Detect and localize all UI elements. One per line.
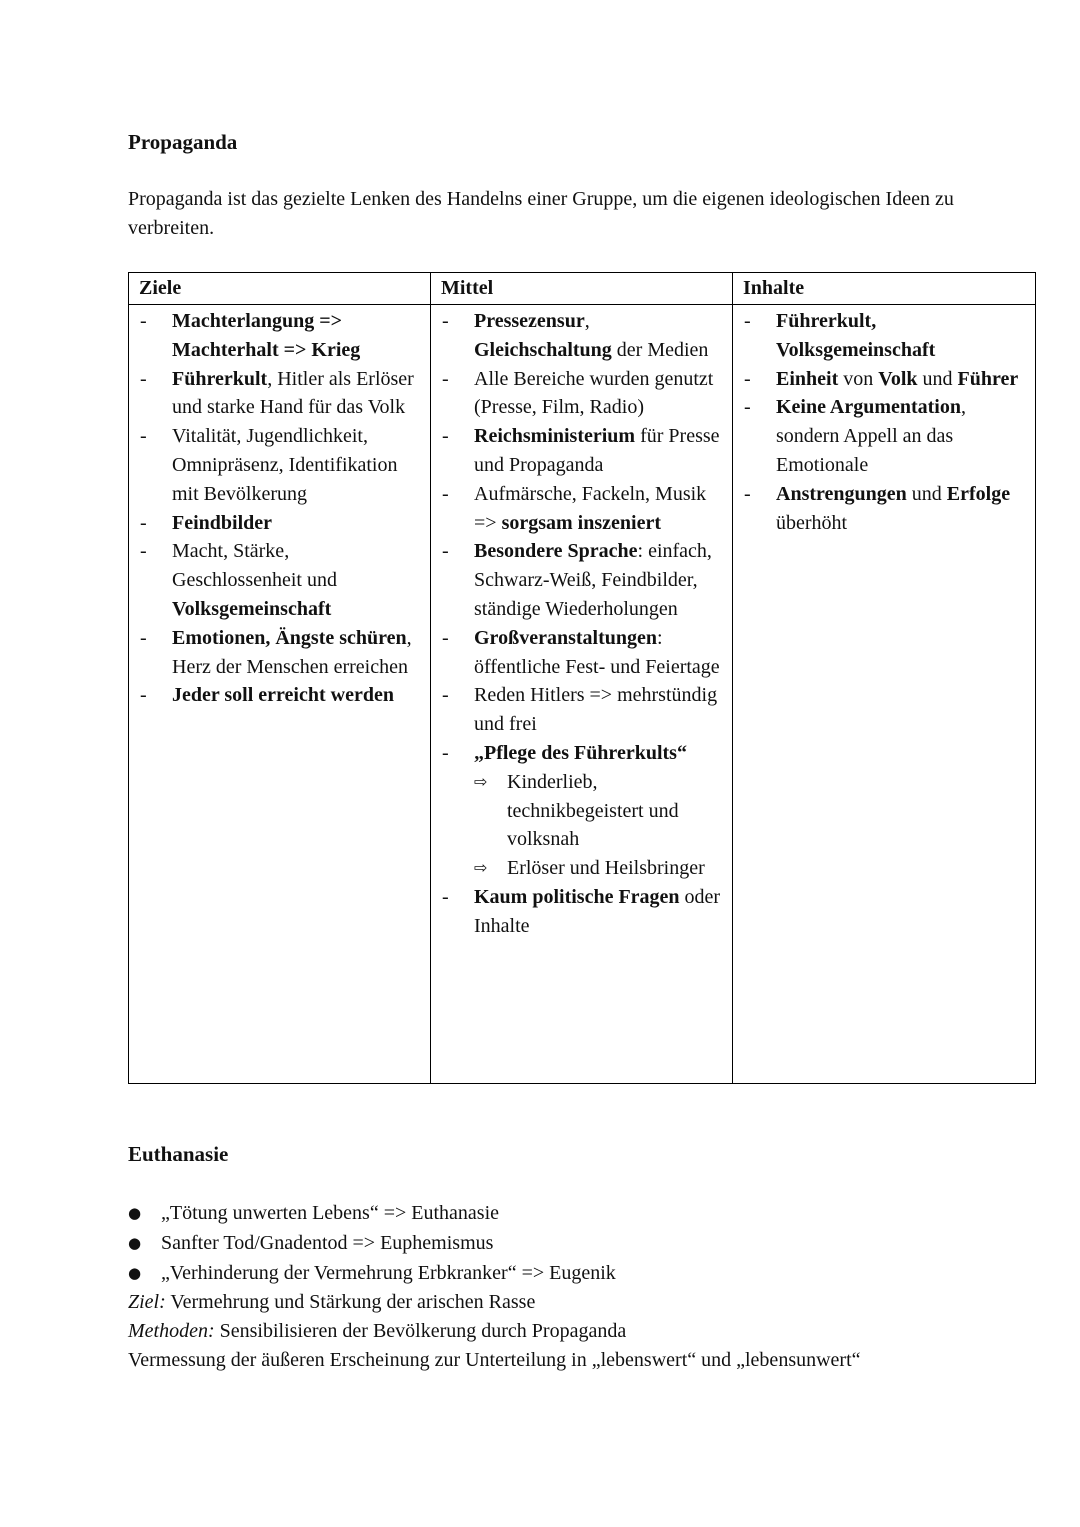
- arrow-right-icon: ⇨: [474, 771, 488, 791]
- list-item: ● „Tötung unwerten Lebens“ => Euthanasie: [128, 1198, 616, 1228]
- inhalte-cell: [733, 305, 1036, 1084]
- list-item: ● Sanfter Tod/Gnadentod => Euphemismus: [128, 1228, 616, 1258]
- bullet-icon: ●: [128, 1264, 142, 1282]
- mittel-cell: [431, 305, 733, 1084]
- list-item: - Führerkult, Hitler als Erlöser und starke Hand für das Volk: [129, 365, 420, 423]
- list-item: - Reden Hitlers => mehrstündig und frei: [431, 681, 722, 739]
- sub-list-item: ⇨ Kinderlieb, technikbegeistert und volksnah: [474, 768, 722, 854]
- ziel-line: Ziel: Vermehrung und Stärkung der arischen Rasse: [128, 1291, 536, 1313]
- list-item: - Kaum politische Fragen oder Inhalte: [431, 883, 722, 941]
- column-header-ziele: Ziele: [129, 273, 431, 305]
- sub-list-item: ⇨ Erlöser und Heilsbringer: [474, 854, 722, 883]
- propaganda-table: [128, 272, 1036, 1084]
- inhalte-list: [733, 307, 1025, 537]
- fuehrerkult-sublist: [474, 768, 722, 883]
- propaganda-definition: Propaganda ist das gezielte Lenken des Handelns einer Gruppe, um die eigenen ideologischen Ideen zu verbreiten.: [128, 188, 954, 239]
- list-item: - Feindbilder: [129, 509, 420, 538]
- list-item: - Machterlangung => Machterhalt => Krieg: [129, 307, 420, 365]
- list-item: - „Pflege des Führerkults“ ⇨ Kinderlieb, technikbegeistert und volksnah ⇨ Erlöser und Heilsbringer: [431, 739, 722, 883]
- list-item: - Führerkult, Volksgemeinschaft: [733, 307, 1025, 365]
- ziele-list: [129, 307, 420, 710]
- methoden-line: Methoden: Sensibilisieren der Bevölkerung durch Propaganda: [128, 1320, 627, 1342]
- propaganda-heading: Propaganda: [128, 130, 238, 154]
- ziele-cell: [129, 305, 431, 1084]
- list-item: - Macht, Stärke, Geschlossenheit und Volksgemeinschaft: [129, 537, 420, 623]
- bullet-icon: ●: [128, 1234, 142, 1252]
- list-item: - Alle Bereiche wurden genutzt (Presse, Film, Radio): [431, 365, 722, 423]
- list-item: - Aufmärsche, Fackeln, Musik => sorgsam inszeniert: [431, 480, 722, 538]
- column-header-mittel: Mittel: [431, 273, 733, 305]
- list-item: - Großveranstaltungen: öffentliche Fest- und Feiertage: [431, 624, 722, 682]
- column-header-inhalte: Inhalte: [733, 273, 1036, 305]
- list-item: ● „Verhinderung der Vermehrung Erbkranker“ => Eugenik: [128, 1258, 616, 1288]
- list-item: - Besondere Sprache: einfach, Schwarz-Weiß, Feindbilder, ständige Wiederholungen: [431, 537, 722, 623]
- arrow-right-icon: ⇨: [474, 858, 488, 878]
- list-item: - Vitalität, Jugendlichkeit, Omnipräsenz, Identifikation mit Bevölkerung: [129, 422, 420, 508]
- list-item: - Jeder soll erreicht werden: [129, 681, 420, 710]
- list-item: - Emotionen, Ängste schüren, Herz der Menschen erreichen: [129, 624, 420, 682]
- list-item: - Einheit von Volk und Führer: [733, 365, 1025, 394]
- list-item: - Keine Argumentation, sondern Appell an das Emotionale: [733, 393, 1025, 479]
- list-item: - Reichsministerium für Presse und Propaganda: [431, 422, 722, 480]
- mittel-list: [431, 307, 722, 941]
- list-item: - Pressezensur, Gleichschaltung der Medien: [431, 307, 722, 365]
- vermessung-line: Vermessung der äußeren Erscheinung zur Unterteilung in „lebenswert“ und „lebensunwert“: [128, 1349, 861, 1371]
- euthanasie-bullets: [128, 1198, 616, 1288]
- list-item: - Anstrengungen und Erfolge überhöht: [733, 480, 1025, 538]
- bullet-icon: ●: [128, 1204, 142, 1222]
- euthanasie-heading: Euthanasie: [128, 1142, 229, 1166]
